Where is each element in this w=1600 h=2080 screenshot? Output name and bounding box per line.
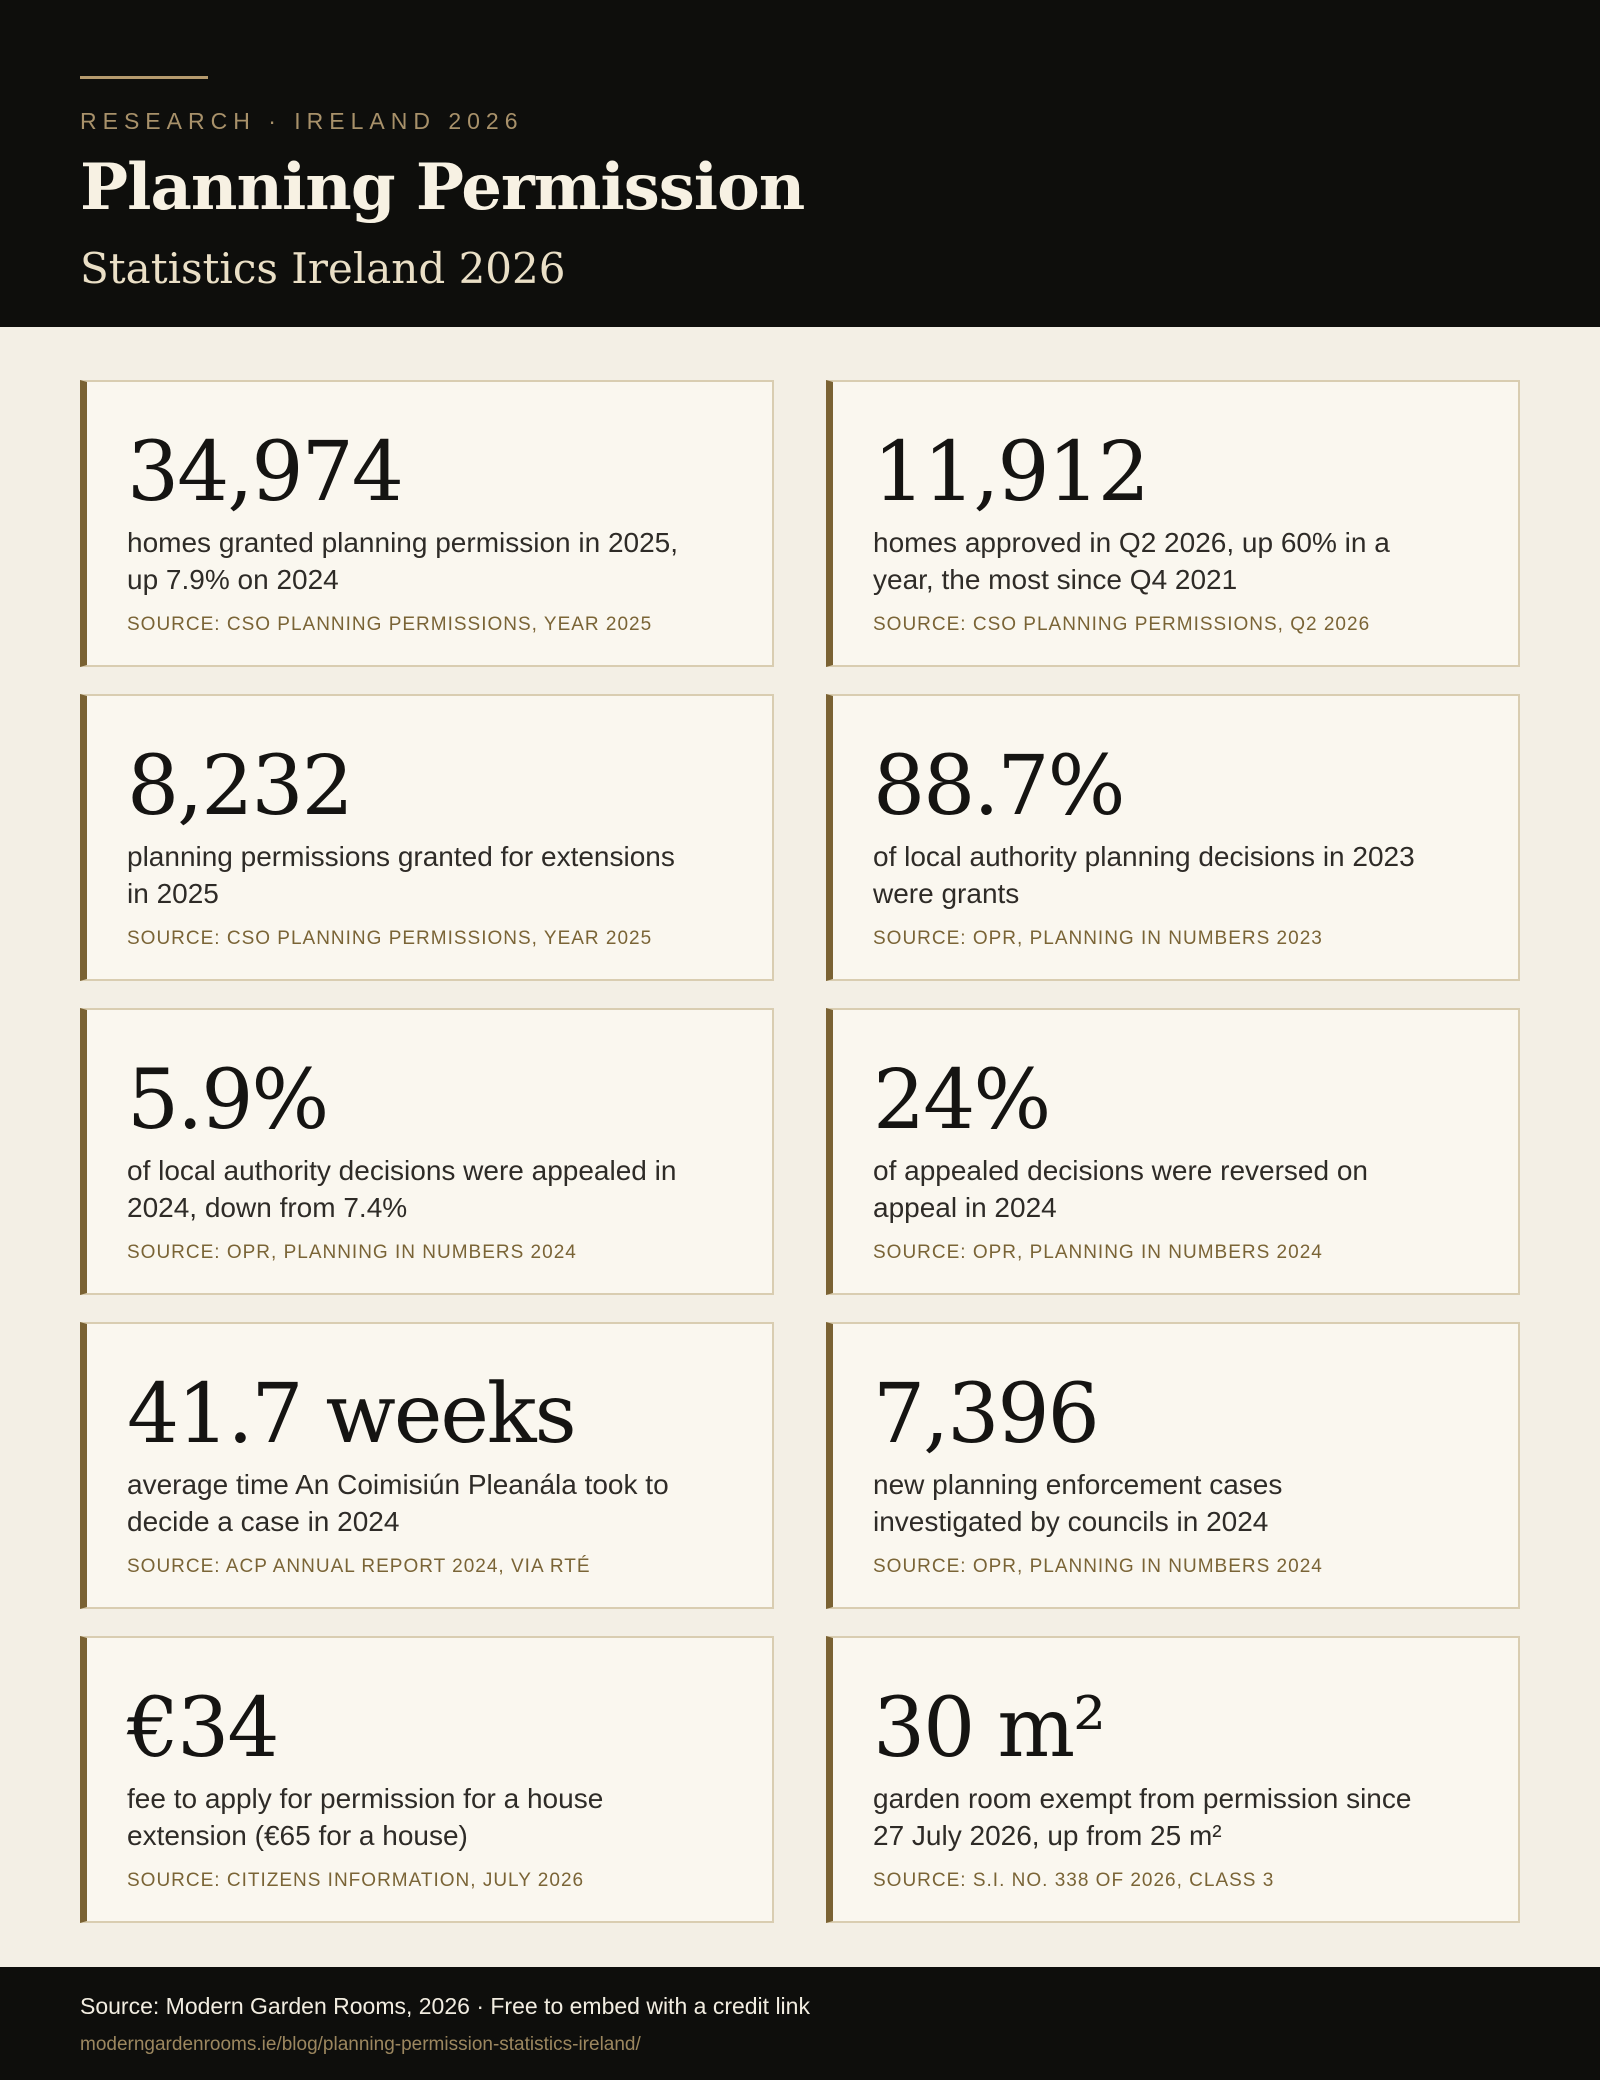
stat-source: SOURCE: CSO PLANNING PERMISSIONS, YEAR 2025	[127, 928, 653, 949]
stat-card	[80, 694, 774, 981]
stat-source: SOURCE: OPR, PLANNING IN NUMBERS 2024	[873, 1556, 1323, 1577]
stat-description: average time An Coimisiún Pleanála took to decide a case in 2024	[127, 1469, 669, 1537]
stat-source: SOURCE: CSO PLANNING PERMISSIONS, Q2 2026	[873, 614, 1371, 635]
page-subtitle: Statistics Ireland 2026	[80, 244, 566, 293]
footer-credit: Source: Modern Garden Rooms, 2026 · Free to embed with a credit link	[80, 1993, 810, 2019]
stat-description: garden room exempt from permission since 27 July 2026, up from 25 m²	[873, 1783, 1412, 1851]
stat-card	[826, 380, 1520, 667]
stat-description: new planning enforcement cases investigated by councils in 2024	[873, 1469, 1283, 1537]
stat-card	[826, 1008, 1520, 1295]
stat-card	[80, 1322, 774, 1609]
stat-card	[80, 1636, 774, 1923]
page-header	[0, 0, 1600, 327]
stat-description: planning permissions granted for extensions in 2025	[127, 841, 675, 909]
stat-value: 7,396	[873, 1367, 1098, 1462]
stat-value: €34	[127, 1681, 278, 1776]
stat-value: 24%	[873, 1053, 1050, 1148]
stat-card	[80, 380, 774, 667]
stat-value: 5.9%	[127, 1053, 328, 1148]
stat-description: homes granted planning permission in 2025, up 7.9% on 2024	[127, 527, 679, 595]
stat-card	[826, 1322, 1520, 1609]
stats-grid	[80, 380, 1520, 1923]
stat-card	[826, 694, 1520, 981]
stat-value: 30 m²	[873, 1681, 1105, 1776]
stat-source: SOURCE: S.I. NO. 338 OF 2026, CLASS 3	[873, 1870, 1275, 1891]
stat-description: of local authority planning decisions in 2023 were grants	[873, 841, 1415, 909]
stat-card	[826, 1636, 1520, 1923]
stat-source: SOURCE: OPR, PLANNING IN NUMBERS 2024	[873, 1242, 1323, 1263]
stat-value: 41.7 weeks	[127, 1367, 575, 1462]
stat-source: SOURCE: CSO PLANNING PERMISSIONS, YEAR 2025	[127, 614, 653, 635]
stat-description: of appealed decisions were reversed on appeal in 2024	[873, 1155, 1368, 1223]
stat-description: of local authority decisions were appealed in 2024, down from 7.4%	[127, 1155, 677, 1223]
stat-source: SOURCE: CITIZENS INFORMATION, JULY 2026	[127, 1870, 585, 1891]
stat-value: 8,232	[127, 739, 352, 834]
stat-value: 11,912	[873, 425, 1148, 520]
stat-source: SOURCE: OPR, PLANNING IN NUMBERS 2024	[127, 1242, 577, 1263]
stat-description: fee to apply for permission for a house extension (€65 for a house)	[127, 1783, 604, 1851]
header-accent-rule	[80, 76, 208, 79]
header-kicker: RESEARCH · IRELAND 2026	[80, 108, 524, 134]
stat-value: 88.7%	[873, 739, 1124, 834]
stat-source: SOURCE: ACP ANNUAL REPORT 2024, VIA RTÉ	[127, 1556, 591, 1577]
stat-description: homes approved in Q2 2026, up 60% in a year, the most since Q4 2021	[873, 527, 1390, 595]
page-title: Planning Permission	[80, 150, 805, 225]
stat-card	[80, 1008, 774, 1295]
page-footer	[0, 1967, 1600, 2080]
footer-url-link[interactable]: moderngardenrooms.ie/blog/planning-permission-statistics-ireland/	[80, 2034, 641, 2055]
stat-source: SOURCE: OPR, PLANNING IN NUMBERS 2023	[873, 928, 1323, 949]
stat-value: 34,974	[127, 425, 402, 520]
